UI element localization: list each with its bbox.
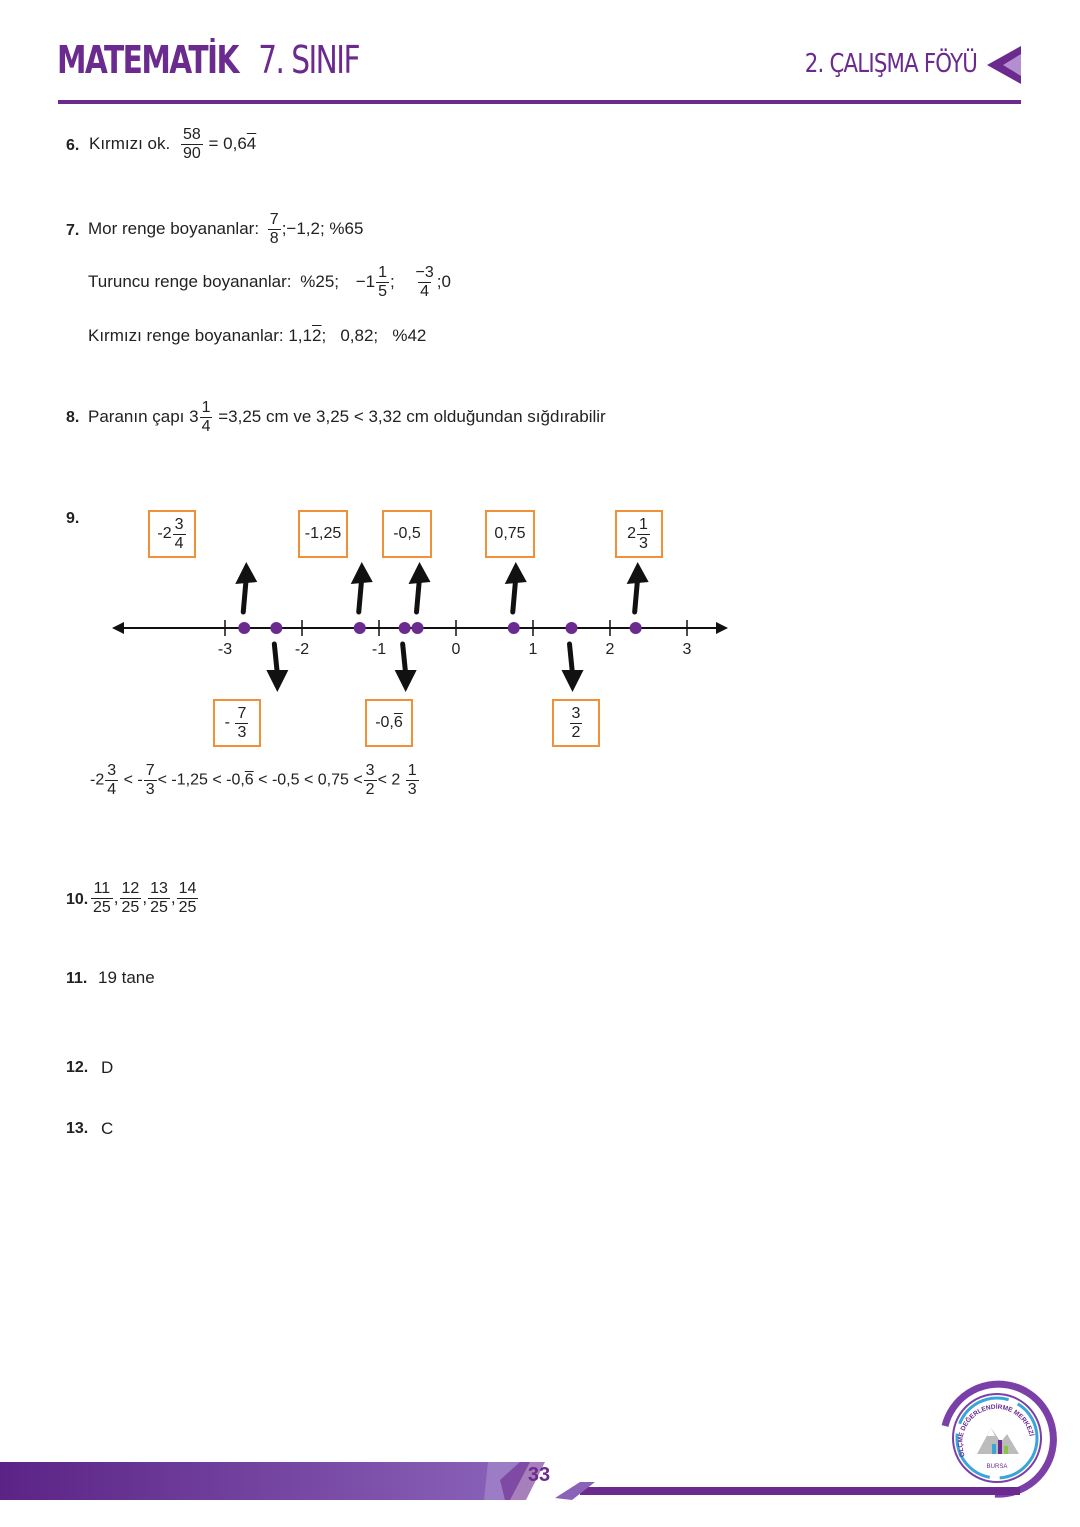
q7-orange-c-num: −3 (415, 264, 434, 281)
q7-orange-c-den: 4 (420, 283, 430, 300)
q10-num: 11 (93, 880, 111, 897)
q7-orange-end: ;0 (436, 271, 451, 291)
box-0-75: 0,75 (485, 510, 535, 558)
sheet-title: 2. ÇALIŞMA FÖYÜ (804, 49, 977, 79)
q10-den: 25 (178, 899, 197, 916)
q7-red-rest: ; 0,82; %42 (321, 326, 427, 345)
ord-a-num: 3 (107, 762, 117, 779)
down-arrowhead-icon (266, 670, 288, 692)
box-num: 7 (237, 704, 247, 722)
down-arrowhead-icon (562, 670, 584, 692)
box-num: 3 (571, 704, 581, 722)
box-3-2 (552, 699, 600, 747)
q6-frac-num: 58 (182, 126, 201, 143)
number-line-right-arrow-icon (716, 622, 728, 634)
q10-num: 13 (150, 880, 168, 897)
ord-mid2: < -0,5 < 0,75 < (253, 771, 363, 789)
ord-b-den: 3 (145, 781, 155, 798)
number-point (399, 622, 411, 634)
q6-eq: = 0,6 (208, 133, 247, 153)
q7-purple-label: Mor renge boyananlar: (88, 218, 260, 238)
number-point (566, 622, 578, 634)
box-den: 3 (639, 534, 648, 552)
q10-frac-3 (148, 880, 170, 917)
q6-frac-den: 90 (182, 145, 201, 162)
box-num: 1 (639, 515, 648, 533)
box-repeat: 6 (393, 714, 403, 731)
logo-city: BURSA (986, 1464, 1008, 1470)
ord-e-num: 1 (407, 762, 417, 779)
number-point (270, 622, 282, 634)
q8-frac-den: 4 (201, 418, 211, 435)
tick-label: -2 (294, 641, 310, 658)
ord-a-whole: -2 (90, 771, 105, 789)
box-num: 3 (174, 515, 184, 533)
q12-number: 12. (66, 1059, 89, 1076)
q10-num: 12 (121, 880, 140, 897)
tick-label: 0 (451, 641, 461, 658)
up-arrowhead-icon (627, 562, 649, 584)
q7-orange-b-num: 1 (378, 264, 388, 281)
ord-c-frac (364, 762, 377, 799)
ord-a-frac (105, 762, 118, 799)
q7-red-a: 1,1 (288, 326, 312, 345)
q7-purple-rest: ;−1,2; %65 (281, 218, 364, 238)
box-neg-2-3-4 (148, 510, 196, 558)
q7-number: 7. (66, 222, 80, 239)
q10-answer: $\frac{11}{25}$ , $\frac{12}{25}$ , $\frac{13}{25}$ , $\frac{14}{25}$ (93, 880, 197, 916)
q9-ordering (90, 762, 420, 799)
down-arrow-icon (403, 644, 406, 674)
q9-number: 9. (66, 510, 80, 527)
up-arrowhead-icon (505, 562, 527, 584)
box-den: 4 (174, 534, 184, 552)
ord-mid1: < -1,25 < -0, (157, 771, 245, 789)
number-point (238, 622, 250, 634)
q10-frac-4 (177, 880, 199, 917)
q7-purple-num: 7 (269, 211, 279, 228)
box-text: -0, (375, 714, 394, 731)
number-line-left-arrow-icon (112, 622, 124, 634)
ord-b-num: 7 (145, 762, 155, 779)
q7-red-a-repeat: 2 (311, 326, 322, 345)
box-whole: 2 (627, 525, 636, 542)
q10-number: 10. (66, 891, 89, 908)
q6-repeat: 4 (246, 133, 257, 153)
logo-text: ÖLÇME DEĞERLENDİRME MERKEZİ (957, 1403, 1035, 1458)
q7-orange-b-whole: −1 (355, 271, 376, 291)
q7-orange-label: Turuncu renge boyananlar: (88, 271, 292, 291)
down-arrowhead-icon (395, 670, 417, 692)
tick-label: 1 (528, 641, 538, 658)
ord-e-den: 3 (407, 781, 417, 798)
q11-number: 11. (66, 970, 88, 987)
q10-den: 25 (121, 899, 140, 916)
q7-orange-a: %25; (300, 271, 339, 291)
q10-den: 25 (150, 899, 168, 916)
box-frac (637, 516, 650, 553)
ord-b-frac (144, 762, 157, 799)
box-neg-0-5: -0,5 (382, 510, 432, 558)
ord-mid-repeat: 6 (244, 771, 254, 789)
number-point (508, 622, 520, 634)
down-arrow-icon (570, 644, 573, 674)
box-whole: -2 (157, 525, 172, 542)
box-neg-1-25: -1,25 (298, 510, 348, 558)
tick-label: -3 (217, 641, 233, 658)
box-neg-0-6-rep (365, 699, 413, 747)
up-arrowhead-icon (351, 562, 373, 584)
q8-number: 8. (66, 409, 80, 426)
q6-text: Kırmızı ok. (89, 133, 171, 153)
box-den: 2 (571, 723, 581, 741)
q11-answer: 19 tane (98, 968, 155, 987)
tick-label: 2 (605, 641, 615, 658)
q7-red-label: Kırmızı renge boyananlar: (88, 326, 284, 345)
q13-answer: C (101, 1119, 114, 1138)
number-point (354, 622, 366, 634)
ord-c-num: 3 (365, 762, 375, 779)
page-number: 33 (527, 1464, 551, 1486)
q8-text2: =3,25 cm ve 3,25 < 3,32 cm olduğundan sığdırabilir (218, 406, 606, 426)
q8-text1: Paranın çapı 3 (88, 406, 199, 426)
ord-e-frac (406, 762, 419, 799)
q8-frac-num: 1 (201, 399, 211, 416)
number-point (630, 622, 642, 634)
down-arrow-icon (274, 644, 277, 674)
box-den: 3 (237, 723, 247, 741)
q10-frac-2 (120, 880, 142, 917)
grade-title: 7. SINIF (258, 38, 359, 82)
ord-lt2: < 2 (377, 771, 401, 789)
box-frac (570, 705, 583, 742)
up-arrowhead-icon (235, 562, 257, 584)
box-neg-7-3 (213, 699, 261, 747)
q10-den: 25 (93, 899, 111, 916)
q10-frac-1 (91, 880, 113, 917)
box-frac (235, 705, 248, 742)
box-2-1-3 (615, 510, 663, 558)
up-arrowhead-icon (409, 562, 431, 584)
q7-purple-den: 8 (269, 230, 279, 247)
ord-lt1: < - (123, 771, 143, 789)
q13-number: 13. (66, 1120, 89, 1137)
box-sign: - (224, 714, 230, 731)
ord-a-den: 4 (107, 781, 117, 798)
q10-num: 14 (178, 880, 197, 897)
tick-label: 3 (682, 641, 692, 658)
q7-orange-b-den: 5 (378, 283, 388, 300)
q12-answer: D (101, 1058, 114, 1077)
q6-number: 6. (66, 137, 80, 154)
subject-title: MATEMATİK (57, 38, 238, 82)
box-frac (173, 516, 186, 553)
q7-orange-line: Turuncu renge boyananlar: %25; −1 $\frac{1}{5}$ ; $\frac{-3}{4}$ ;0 (88, 264, 451, 300)
ord-c-den: 2 (365, 781, 375, 798)
number-point (412, 622, 424, 634)
tick-label: -1 (371, 641, 387, 658)
